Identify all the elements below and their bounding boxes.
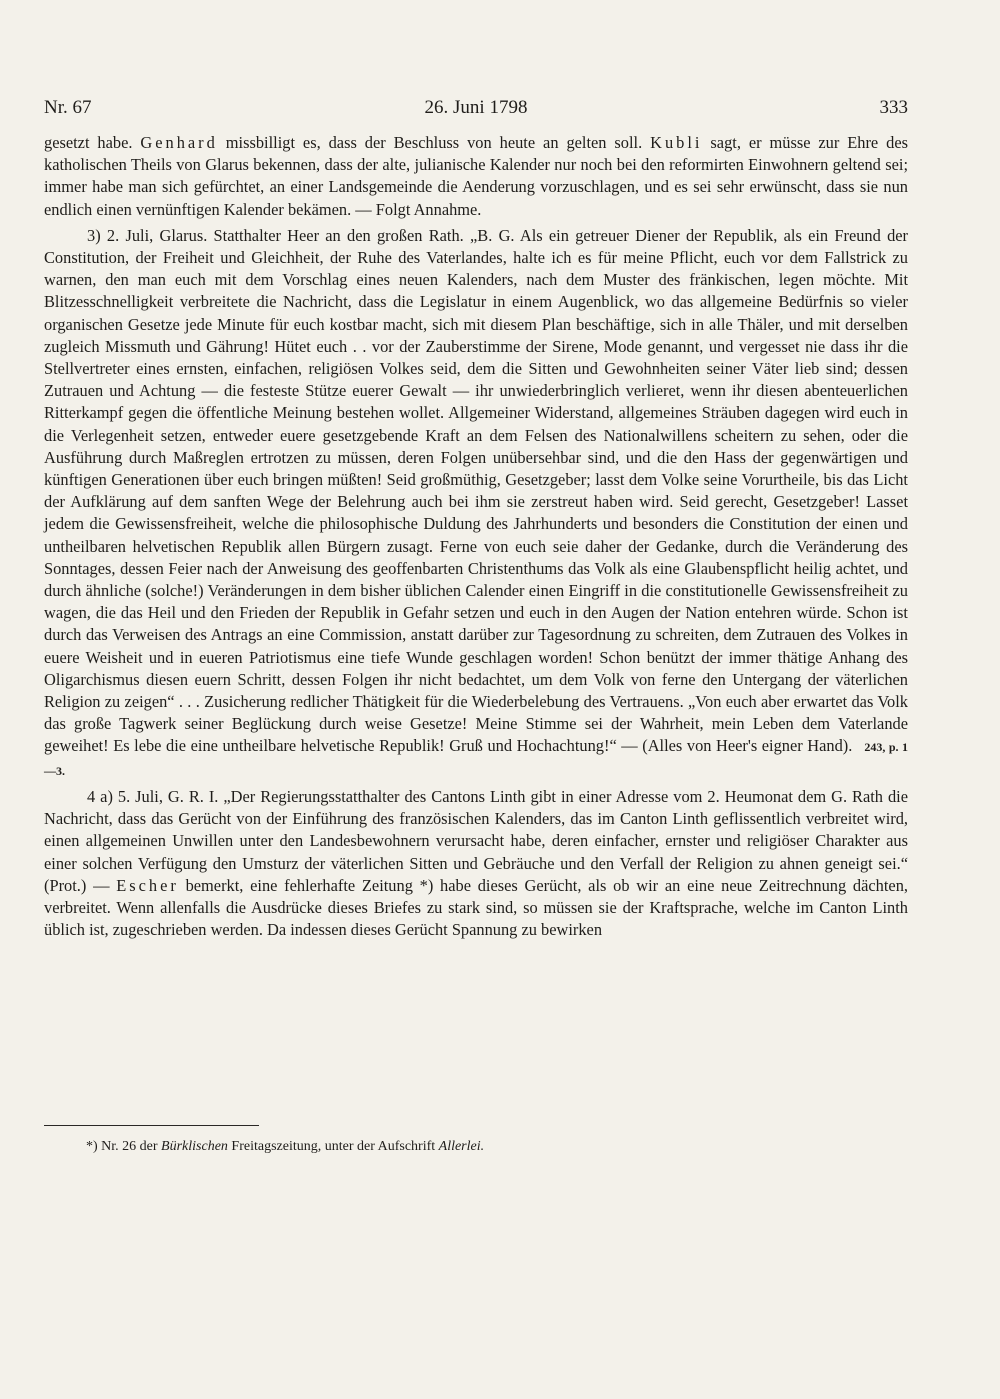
text-run: gesetzt habe.: [44, 133, 141, 152]
text-run: 4 a) 5. Juli, G. R. I. „Der Regierungsstatthalter des Cantons Linth gibt in einer Adresse vom 2. Heumonat dem G. Rath die Nachricht, dass das Gerücht von der Einführung des französischen Kalenders, das im Canton Linth geflissentlich verbreitet wird, einen allgemeinen Unwillen unter den Landesbewohnern verursacht habe, deren einfacher, ernster und religiöser Charakter aus einer solchen Verfügung den Umsturz der väterlichen Sitten und Gebräuche und den Verfall der Religion zu ahnen geneigt sei.“ (Prot.) —: [44, 786, 908, 895]
text-run: Freitagszeitung, unter der Aufschrift: [227, 1139, 439, 1154]
text-run-italic: Bürklischen: [161, 1139, 228, 1154]
paragraph-2: [44, 225, 908, 782]
source-reference: 243, p. 1—3.: [44, 740, 908, 778]
text-run-italic: Allerlei.: [438, 1139, 485, 1154]
text-run: bemerkt, eine fehlerhafte Zeitung *) habe dieses Gerücht, als ob wir an eine neue Zeitrechnung dächten, verbreitet. Wenn allenfalls die Ausdrücke dieses Briefes zu stark sind, so müssen sie der Kraftsprache, welche im Canton Linth üblich ist, zugeschrieben werden. Da indessen dieses Gerücht Spannung zu bewirken: [44, 875, 908, 940]
paragraph-3: [44, 786, 908, 941]
document-date: 26. Juni 1798: [424, 97, 528, 118]
body-text: [44, 132, 908, 941]
footnote: [86, 1139, 484, 1155]
document-number: Nr. 67: [44, 97, 92, 118]
speaker-name: Kubli: [650, 133, 703, 152]
page-header: [44, 97, 908, 119]
text-run: 3) 2. Juli, Glarus. Statthalter Heer an den großen Rath. „B. G. Als ein getreuer Diener der Republik, als ein Freund der Constitution, der Freiheit und Gleichheit, der Ruhe des Vaterlandes, halte ich es für meine Pflicht, euch vor dem Fallstrick zu warnen, den man euch mit dem Vorschlag eines neuen Kalenders, nach dem Muster des fränkischen, legen möchte. Mit Blitzesschnelligkeit verbreitete die Nachricht, dass die Legislatur in einem Augenblick, wo das allgemeine Bedürfnis so vieler organischen Gesetze jede Minute für euch kostbar macht, sich mit diesem Plan beschäftige, sich in alle Thäler, und mit derselben zugleich Missmuth und Gährung! Hütet euch . . vor der Zauberstimme der Sirene, Mode genannt, und vergesset nie dass ihr die Stellvertreter eines ernsten, einfachen, religiösen Volkes seid, dem die Sitten und Gewohnheiten seiner Väter lieb sind; dessen Zutrauen und Achtung — die festeste Stütze euerer Gewalt — ihr unwiederbringlich verlieret, wenn ihr diesen abenteuerlichen Ritterkampf gegen die öffentliche Meinung bestehen wollet. Allgemeiner Widerstand, allgemeines Sträuben dagegen wird euch in die Verlegenheit setzen, entweder euere gesetzgebende Kraft an dem Felsen des Nationalwillens scheitern zu sehen, oder die Ausführung durch Maßreglen ertrotzen zu müssen, deren Folgen unübersehbar sind, und die den Hass der gegenwärtigen und künftigen Generationen über euch bringen müßten! Seid großmüthig, Gesetzgeber; lasst dem Volke seine Vorurtheile, bis das Licht der Aufklärung auf dem sanften Wege der Belehrung auch bei ihm sie zerstreut haben wird. Seid gerecht, Gesetzgeber! Lasset jedem die Gewissensfreiheit, welche die philosophische Duldung des Jahrhunderts und besonders die Constitution der einen und untheilbaren helvetischen Republik allen Bürgern zusagt. Ferne von euch seie daher der Gedanke, durch die Veränderung des Sonntages, dessen Feier nach der Anweisung des geoffenbarten Christenthums das Volk als eine Glaubenspflicht heilig achtet, und durch ähnliche (solche!) Veränderungen in dem bisher üblichen Calender einen Eingriff in die constitutionelle Gewissensfreiheit zu wagen, die das Heil und den Frieden der Republik in Gefahr setzen und euch in den Augen der Nation entehren würde. Schon ist durch das Verweisen des Antrags an eine Commission, anstatt darüber zur Tagesordnung zu schreiten, dem Zutrauen des Volkes in euere Weisheit und in eueren Patriotismus eine tiefe Wunde geschlagen worden! Schon benützt der immer thätige Anhang des Oligarchismus diesen euern Schritt, dessen Folgen ihr nicht bedachtet, um dem Volk von ferne den Untergang der väterlichen Religion zu zeigen“ . . . Zusicherung redlicher Thätigkeit für die Wiederbelebung des Vertrauens. „Von euch aber erwartet das Volk das große Tagwerk seiner Beglückung durch weise Gesetze! Meine Stimme sei der Wahrheit, mein Leben dem Vaterlande geweihet! Es lebe die eine untheilbare helvetische Republik! Gruß und Hochachtung!“ — (Alles von Heer's eigner Hand).: [44, 225, 908, 756]
paragraph-1: [44, 132, 908, 221]
speaker-name: Genhard: [140, 133, 218, 152]
speaker-name: Escher: [116, 875, 179, 895]
text-run: *) Nr. 26 der: [86, 1139, 162, 1154]
page-number: 333: [879, 97, 908, 118]
footnote-divider: [44, 1125, 259, 1126]
text-run: missbilligt es, dass der Beschluss von heute an gelten soll.: [217, 133, 651, 152]
text-run: sagt, er müsse zur Ehre des katholischen Theils von Glarus bekennen, dass der alte, julianische Kalender nur noch bei den reformirten Einwohnern geltend sei; immer habe man sich gefürchtet, an einer Landsgemeinde die Aenderung vorzuschlagen, und es sei sehr erwünscht, dass sie nun endlich einen vernünftigen Kalender bekämen. — Folgt Annahme.: [44, 133, 908, 219]
